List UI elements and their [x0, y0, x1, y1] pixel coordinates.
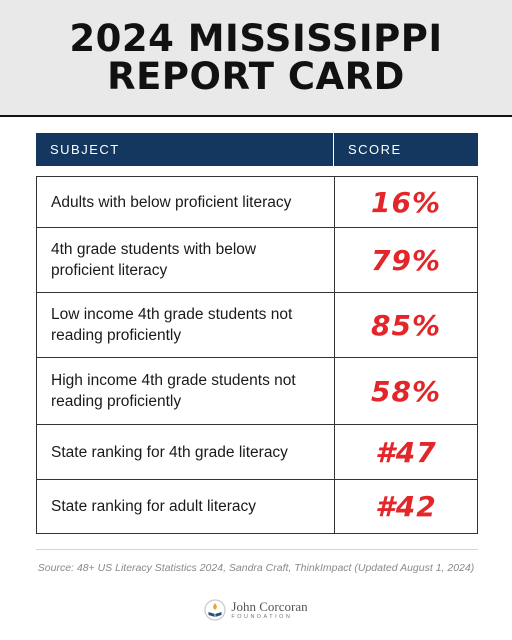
- source-citation: Source: 48+ US Literacy Statistics 2024, Sandra Craft, ThinkImpact (Updated August 1, 2024): [37, 562, 475, 574]
- report-table: [36, 176, 478, 534]
- foundation-logo: [0, 596, 512, 624]
- logo-subtitle: FOUNDATION: [231, 613, 293, 620]
- column-header-subject: SUBJECT: [36, 133, 334, 166]
- row-label: State ranking for adult literacy: [37, 480, 335, 533]
- page-title-line-2: REPORT CARD: [107, 54, 405, 98]
- row-label: Low income 4th grade students not reading proficiently: [37, 293, 335, 357]
- row-label: Adults with below proficient literacy: [37, 177, 335, 227]
- table-row: [37, 425, 477, 480]
- row-label: 4th grade students with below proficient literacy: [37, 228, 335, 292]
- table-row: [37, 228, 477, 293]
- table-header: [36, 133, 478, 166]
- row-score: 85%: [370, 308, 442, 342]
- logo-name: John Corcoran: [231, 598, 308, 614]
- table-row: [37, 480, 477, 533]
- row-score: 58%: [370, 374, 442, 408]
- footer-divider: [36, 549, 478, 550]
- row-label: State ranking for 4th grade literacy: [37, 425, 335, 479]
- page-header: [0, 0, 512, 117]
- row-score: 79%: [370, 243, 442, 277]
- column-header-score: SCORE: [348, 142, 402, 157]
- row-label: High income 4th grade students not reading proficiently: [37, 358, 335, 424]
- book-flame-icon: [204, 599, 226, 621]
- table-row: [37, 293, 477, 358]
- page-title-line-1: 2024 MISSISSIPPI: [69, 16, 443, 60]
- table-row: [37, 177, 477, 228]
- table-row: [37, 358, 477, 425]
- row-score: #42: [375, 490, 437, 523]
- row-score: 16%: [370, 185, 442, 219]
- row-score: #47: [375, 435, 437, 469]
